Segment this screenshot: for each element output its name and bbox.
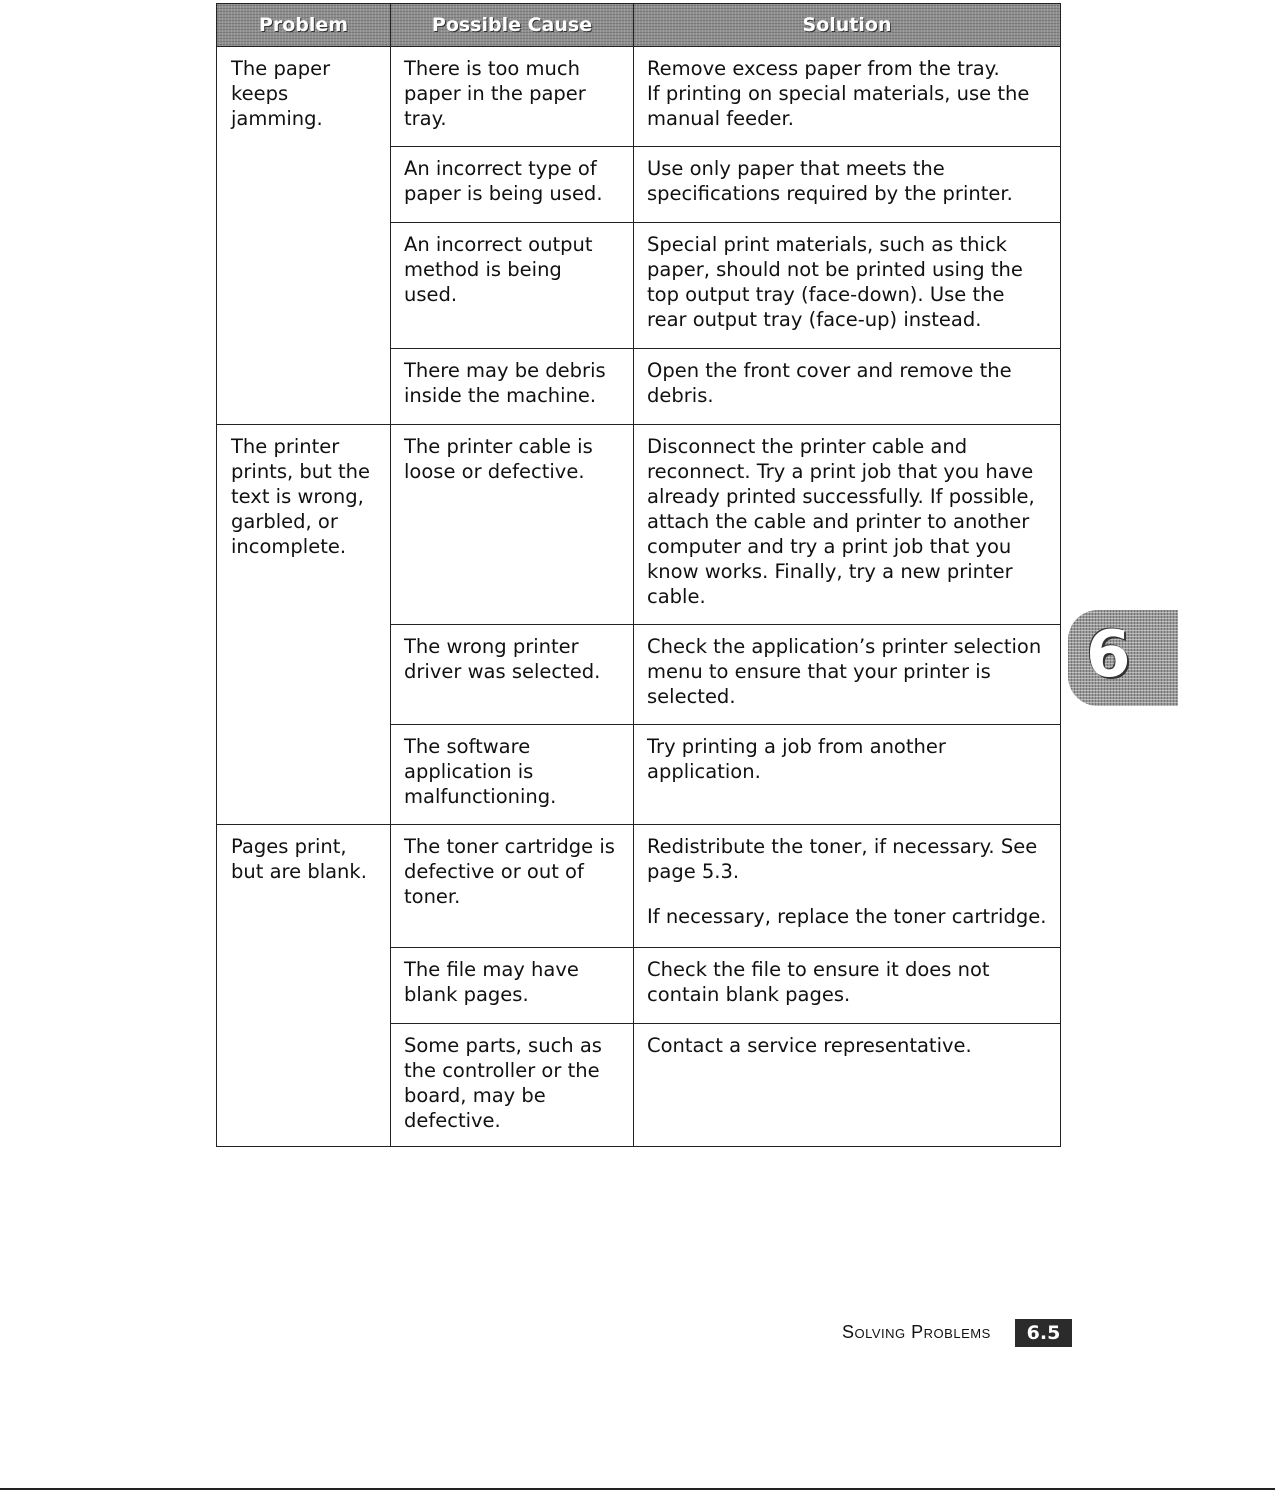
table-row	[217, 425, 1061, 625]
solution-cell	[634, 47, 1061, 147]
footer-page-number: 6.5	[1015, 1319, 1072, 1347]
solution-cell	[634, 725, 1061, 825]
solution-text: Try printing a job from another application.	[647, 735, 946, 783]
solution-text: Remove excess paper from the tray.	[647, 57, 1000, 80]
solution-text: If necessary, replace the toner cartridge.	[647, 905, 1047, 928]
footer-section-title: Solving Problems	[842, 1322, 991, 1342]
solution-text: Redistribute the toner, if necessary. See page 5.3.	[647, 835, 1038, 883]
solution-text: Special print materials, such as thick paper, should not be printed using the top output tray (face-down). Use the rear output tray (face-up) instead.	[647, 233, 1023, 331]
solution-cell	[634, 1024, 1061, 1147]
solution-cell	[634, 223, 1061, 349]
solution-cell	[634, 825, 1061, 948]
cause-cell: Some parts, such as the controller or the board, may be defective.	[391, 1024, 634, 1147]
solution-text: Contact a service representative.	[647, 1034, 972, 1057]
cause-cell: The wrong printer driver was selected.	[391, 625, 634, 725]
solution-text: If printing on special materials, use the manual feeder.	[647, 82, 1030, 130]
table-header-row	[217, 4, 1061, 47]
cause-cell: The software application is malfunctioning.	[391, 725, 634, 825]
chapter-tab	[1068, 610, 1178, 706]
solution-text: Check the application’s printer selection menu to ensure that your printer is selected.	[647, 635, 1042, 708]
table-row	[217, 47, 1061, 147]
header-possible-cause: Possible Cause	[391, 4, 634, 47]
solution-text: Disconnect the printer cable and reconnect. Try a print job that you have already printed successfully. If possible, attach the cable and printer to another computer and try a print job that you know works. Finally, try a new printer cable.	[647, 435, 1035, 608]
solution-text: Check the file to ensure it does not contain blank pages.	[647, 958, 990, 1006]
solution-cell	[634, 625, 1061, 725]
chapter-number: 6	[1086, 618, 1131, 692]
cause-cell: The printer cable is loose or defective.	[391, 425, 634, 625]
cause-cell: There may be debris inside the machine.	[391, 349, 634, 425]
solution-text: Open the front cover and remove the debris.	[647, 359, 1012, 407]
solution-cell	[634, 349, 1061, 425]
problem-cell: The paper keeps jamming.	[217, 47, 391, 425]
cause-cell: The file may have blank pages.	[391, 948, 634, 1024]
solution-cell	[634, 147, 1061, 223]
solution-cell	[634, 425, 1061, 625]
bottom-rule	[0, 1488, 1275, 1490]
problem-cell: Pages print, but are blank.	[217, 825, 391, 1147]
problem-cell: The printer prints, but the text is wrong, garbled, or incomplete.	[217, 425, 391, 825]
header-problem: Problem	[217, 4, 391, 47]
cause-cell: There is too much paper in the paper tray.	[391, 47, 634, 147]
cause-cell: An incorrect type of paper is being used.	[391, 147, 634, 223]
table-row	[217, 825, 1061, 948]
header-solution: Solution	[634, 4, 1061, 47]
solution-cell	[634, 948, 1061, 1024]
cause-cell: The toner cartridge is defective or out of toner.	[391, 825, 634, 948]
cause-cell: An incorrect output method is being used.	[391, 223, 634, 349]
solution-text: Use only paper that meets the specifications required by the printer.	[647, 157, 1013, 205]
troubleshooting-table	[216, 3, 1061, 1147]
